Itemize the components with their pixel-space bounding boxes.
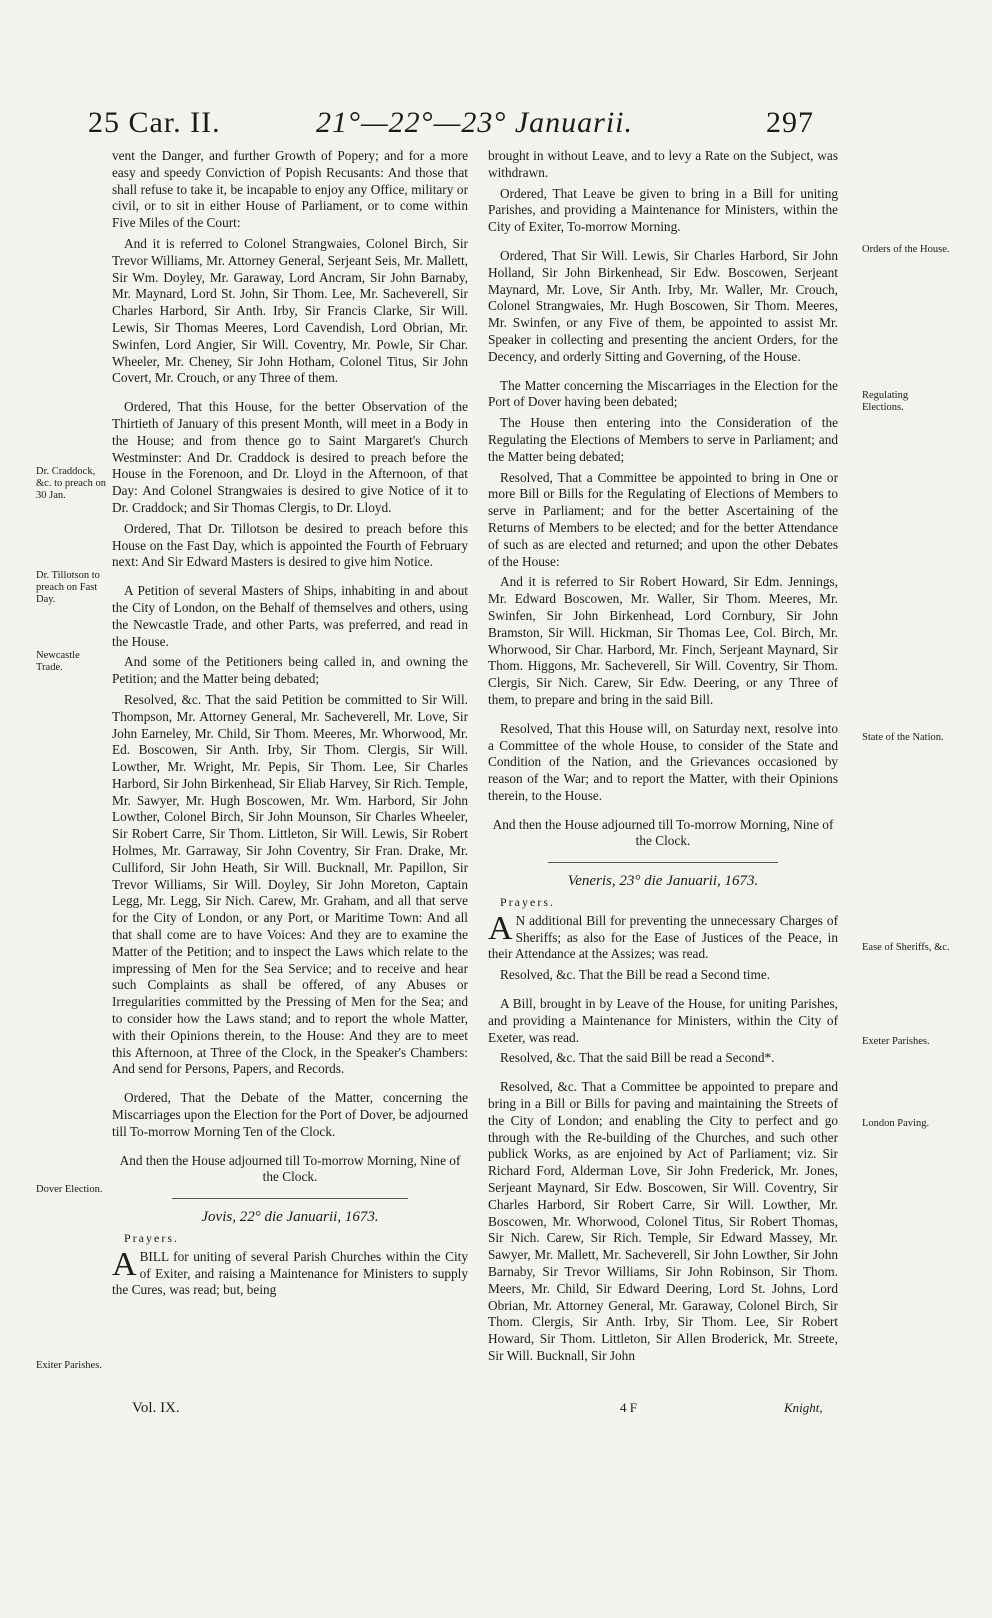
section-divider [548,862,778,863]
running-header [0,106,992,150]
paragraph: Ordered, That the Debate of the Matter, concerning the Miscarriages upon the Election for the Port of Dover, be adjourned till To-morrow Morning Ten of the Clock. [112,1090,468,1139]
paragraph: And some of the Petitioners being called in, and owning the Petition; and the Matter being debated; [112,654,468,687]
header-regnal-year: 25 Car. II. [88,106,221,139]
day-heading: Jovis, 22° die Januarii, 1673. [201,1209,379,1226]
paragraph: And it is referred to Colonel Strangwaies, Colonel Birch, Sir Trevor Williams, Mr. Attorney General, Serjeant Seis, Mr. Mallett, Sir Wm. Doyley, Mr. Garaway, Lord Ancram, Sir John Barnaby, Mr. Maynard, Lord St. John, Sir Thom. Lee, Mr. Sacheverell, Sir Charles Harbord, Sir Anth. Irby, Sir Francis Clarke, Sir Will. Lewis, Sir Thomas Meeres, Lord Cavendish, Lord Obrian, Mr. Swinfen, Lord Angier, Sir Will. Coventry, Mr. Powle, Sir Char. Wheeler, Mr. Cheney, Sir John Hotham, Colonel Titus, Sir John Covert, Mr. Crouch, or any Three of them. [112,235,468,386]
prayers-heading: Prayers. [500,895,555,910]
drop-cap: A [112,1245,137,1283]
paragraph: The Matter concerning the Miscarriages in the Election for the Port of Dover having been debated; [488,377,838,410]
header-dates: 21°—22°—23° Januarii. [316,106,634,139]
margin-note-state: State of the Nation. [862,732,944,743]
paragraph: Resolved, That this House will, on Saturday next, resolve into a Committee of the whole House, to consider of the State and Condition of the Nation, and the Grievances occasioned by reason of the War; and to report the Matter, with their Opinions therein, to the House. [488,720,838,803]
page-number: 297 [766,106,814,139]
paragraph: Ordered, That Dr. Tillotson be desired to preach before this House on the Fast Day, which is appointed the Fourth of February next: And Sir Edward Masters is desired to give him Notice. [112,520,468,570]
margin-note-dover: Dover Election. [36,1184,103,1195]
margin-note-regulating: Regulating Elections. [862,390,909,413]
paragraph: Ordered, That Sir Will. Lewis, Sir Charles Harbord, Sir John Holland, Sir John Birkenhead, Sir Edw. Boscowen, Serjeant Maynard, Mr. Love, Sir Anth. Irby, Mr. Waller, Mr. Crouch, Colonel Strangwaies, Mr. Hugh Boscowen, Sir Thom. Meeres, Mr. Swinfen, or any Five of them, be appointed to assist Mr. Speaker in collecting and presenting the ancient Orders, for the Decency, and orderly Sitting and Governing, of the House. [488,247,838,364]
right-column [488,148,838,1369]
volume-footer: Vol. IX. [132,1400,180,1416]
paragraph: Resolved, &c. That the Bill be read a Second time. [500,967,771,983]
margin-note-exeter: Exeter Parishes. [862,1036,930,1047]
margin-note-orders: Orders of the House. [862,244,950,255]
paragraph: vent the Danger, and further Growth of Popery; and for a more easy and speedy Conviction of Popish Recusants: And those that shall refuse to take it, be incapable to enjoy any Office, military or civil, or to sit in either House of Parliament, or to come within Five Miles of the Court: [112,148,468,231]
paragraph: Ordered, That this House, for the better Observation of the Thirtieth of January of this present Month, will meet in a Body in the House; and from thence go to Saint Margaret's Church Westminster: And Dr. Craddock is desired to preach before the House in the Forenoon, and Dr. Lloyd in the Afternoon, of that Day: And Colonel Strangwaies is desired to give Notice of it to Dr. Craddock; and Sir Thomas Clergis, to Dr. Lloyd. [112,399,468,515]
margin-note-craddock: Dr. Craddock, &c. to preach on 30 Jan. [36,466,106,501]
paragraph: Resolved, &c. That a Committee be appointed to prepare and bring in a Bill or Bills for paving and maintaining the Streets of the City of London; and enabling the City to perfect and go through with the Re-building of the Churches, and such other publick Works, as are enjoined by Act of Parliament; viz. Sir Richard Ford, Alderman Love, Sir John Frederick, Mr. Jones, Serjeant Maynard, Sir Edw. Boscowen, Sir Will. Coventry, Sir Charles Harbord, Sir Robert Carre, Sir Will. Lowther, Mr. Boscowen, Mr. Whorwood, Colonel Titus, Sir Robert Thomas, Sir Nich. Carew, Sir Rich. Temple, Sir Edward Massey, Mr. Sawyer, Mr. Mallett, Mr. Sacheverell, Sir John Lowther, Sir John Barnaby, Sir Trevor Williams, Sir John Robinson, Sir Thom. Meers, Mr. Child, Sir Edward Deering, Lord St. Johns, Lord Obrian, Mr. Attorney General, Mr. Garaway, Colonel Birch, Sir Thom. Clergis, Sir Anth. Irby, Sir Thom. Lee, Sir Robert Howard, Sir Thom. Littleton, Sir Allen Broderick, Mr. Streete, Sir Will. Bucknall, Sir John [488,1079,838,1363]
day-heading: Veneris, 23° die Januarii, 1673. [567,873,759,890]
paragraph: The House then entering into the Consideration of the Regulating the Elections of Members to serve in Parliament; and the Matter being debated; [488,415,838,464]
adjournment: And then the House adjourned till To-morrow Morning, Nine of the Clock. [492,816,834,849]
margin-note-exiter: Exiter Parishes. [36,1360,102,1371]
margin-note-newcastle: Newcastle Trade. [36,650,80,673]
margin-note-sheriffs: Ease of Sheriffs, &c. [862,942,950,953]
margin-note-london: London Paving. [862,1118,930,1129]
paragraph: ABILL for uniting of several Parish Churches within the City of Exiter, and raising a Maintenance for Ministers to supply the Cures, was read; but, being [112,1245,468,1298]
paragraph: A Bill, brought in by Leave of the House, for uniting Parishes, and providing a Maintenance for Ministers, within the City of Exeter, was read. [488,996,838,1045]
drop-cap: A [488,909,513,947]
signature-mark: 4 F [620,1400,637,1415]
paragraph: Resolved, &c. That the said Petition be committed to Sir Will. Thompson, Mr. Attorney General, Mr. Sacheverell, Mr. Love, Sir John Earneley, Mr. Child, Sir Thom. Meeres, Mr. Whorwood, Mr. Ed. Boscowen, Sir Anth. Irby, Sir Thom. Clergis, Sir Will. Lowther, Mr. Wright, Mr. Pepis, Sir Thom. Lee, Sir Charles Harbord, Sir John Birkenhead, Sir Eliab Harvey, Sir Rich. Temple, Mr. Sawyer, Mr. Hugh Boscowen, Mr. Wm. Harbord, Sir John Lowther, Colonel Birch, Sir John Mounson, Sir Charles Wheeler, Sir Robert Carre, Sir Thom. Littleton, Sir Will. Lewis, Sir Robert Holmes, Mr. Garraway, Sir John Coventry, Sir Fran. Drake, Mr. Culliford, Sir John Heath, Sir Will. Bucknall, Mr. Papillon, Sir Trevor Williams, Sir Will. Doyley, Sir John Moreton, Captain Legg, Mr. Legg, Sir Nich. Carew, Mr. Graham, and all that serve for the City of London, or any Port, or Maritime Town: And all that shall come are to have Voices: And they are to examine the Matter of the Petition; and to inspect the Laws which relate to the impressing of Men for the Sea Service; and to receive and hear such Complaints as shall be offered, of any Abuses or Irregularities committed by the Pressing of Men for the Sea; and to consider how the Laws stand; and to report the whole Matter, with their Opinions therein, to the House: And they are to meet this Afternoon, at Three of the Clock, in the Speaker's Chambers: And send for Persons, Papers, and Records. [112,691,468,1077]
left-column [112,148,468,1303]
prayers-heading: Prayers. [124,1231,179,1246]
margin-note-tillotson: Dr. Tillotson to preach on Fast Day. [36,570,100,605]
adjournment: And then the House adjourned till To-morrow Morning, Nine of the Clock. [119,1152,461,1185]
section-divider [172,1198,408,1199]
catchword: Knight, [784,1400,823,1415]
paragraph: A Petition of several Masters of Ships, inhabiting in and about the City of London, on the Behalf of themselves and others, using the Newcastle Trade, and other Parts, was preferred, and read in the House. [112,583,468,649]
paragraph: A N additional Bill for preventing the unnecessary Charges of Sheriffs; as also for the Ease of Justices of the Peace, in their Attendance at the Assizes; was read. [488,909,838,962]
paragraph: Resolved, That a Committee be appointed to bring in One or more Bill or Bills for the Regulating of Elections of Members to serve in Parliament; and for the better Ascertaining of the Returns of Members to be elected; and for the better Attendance of such as are elected and returned; and upon the other Debates of the House: [488,469,838,569]
paragraph: Resolved, &c. That the said Bill be read a Second*. [500,1050,775,1066]
paragraph: brought in without Leave, and to levy a Rate on the Subject, was withdrawn. [488,148,838,180]
paragraph: Ordered, That Leave be given to bring in a Bill for uniting Parishes, and providing a Maintenance for Ministers, within the City of Exiter, To-morrow Morning. [488,185,838,235]
paragraph: And it is referred to Sir Robert Howard, Sir Edm. Jennings, Mr. Edward Boscowen, Mr. Waller, Sir Thom. Meeres, Mr. Swinfen, Sir John Birkenhead, Lord Cornbury, Sir John Bramston, Sir Will. Hickman, Sir Thomas Lee, Col. Birch, Mr. Whorwood, Sir Char. Harbord, Mr. Finch, Serjeant Maynard, Sir Thom. Higgons, Mr. Sacheverell, Sir Will. Coventry, Sir Thom. Clergis, Sir Nich. Carew, Sir Edw. Deering, or any Three of them, to prepare and bring in the said Bill. [488,574,838,707]
